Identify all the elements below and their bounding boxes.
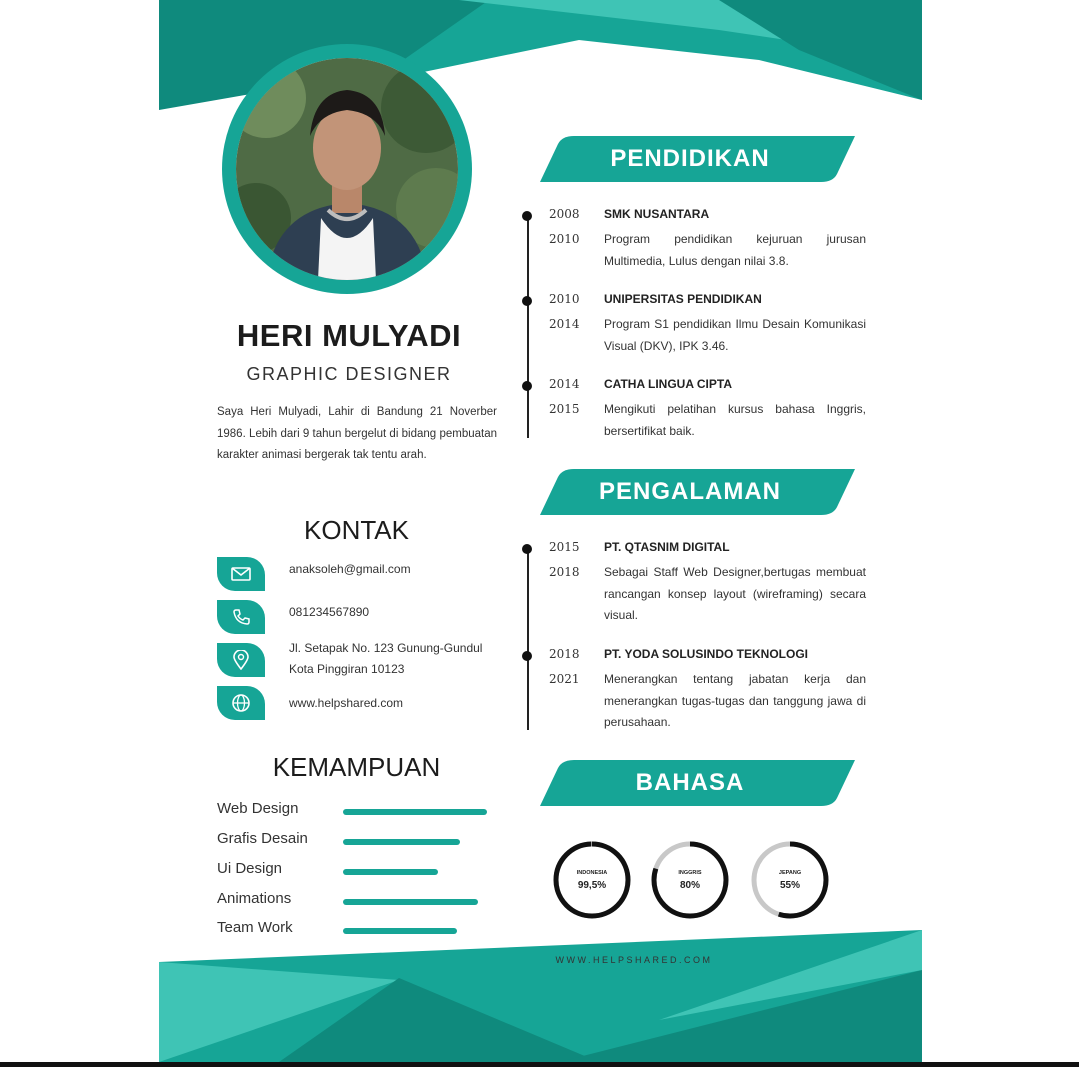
skills-heading: KEMAMPUAN — [272, 752, 441, 782]
start-year: 2014 — [549, 377, 580, 391]
skill-label: Grafis Desain — [217, 830, 308, 847]
entry-description: Mengikuti pelatihan kursus bahasa Inggris, bersertifikat baik. — [604, 402, 866, 438]
entry-description: Program pendidikan kejuruan jurusan Multimedia, Lulus dengan nilai 3.8. — [604, 232, 866, 268]
job-title: GRAPHIC DESIGNER — [246, 364, 452, 384]
language-inggris — [650, 840, 730, 920]
mail-icon — [217, 557, 265, 591]
resume-page — [159, 0, 922, 1062]
contact-website[interactable]: www.helpshared.com — [289, 696, 404, 710]
entry-description: Program S1 pendidikan Ilmu Desain Komunikasi Visual (DKV), IPK 3.46. — [604, 317, 866, 353]
languages-heading: BAHASA — [635, 769, 745, 796]
person-name: HERI MULYADI — [236, 318, 462, 353]
language-indonesia — [552, 840, 632, 920]
skill-row — [217, 800, 517, 824]
contact-heading: KONTAK — [304, 515, 409, 545]
language-name: INDONESIA — [576, 870, 608, 876]
contact-phone[interactable]: 081234567890 — [289, 605, 370, 619]
bottom-decoration — [159, 930, 922, 1062]
skill-label: Team Work — [217, 919, 293, 936]
entry-description: Menerangkan tentang jabatan kerja dan menerangkan tugas-tugas dan tanggung jawa di perusahaan. — [604, 672, 866, 729]
skill-bar — [343, 839, 493, 845]
language-percent: 80% — [679, 880, 700, 891]
timeline-dot — [522, 544, 532, 554]
experience-banner — [540, 469, 855, 515]
end-year: 2021 — [549, 672, 580, 686]
timeline-dot — [522, 651, 532, 661]
entry-title: PT. QTASNIM DIGITAL — [604, 540, 730, 554]
location-pin-icon — [217, 643, 265, 677]
contact-email[interactable]: anaksoleh@gmail.com — [289, 562, 411, 576]
contact-address: Jl. Setapak No. 123 Gunung-Gundul Kota Pinggiran 10123 — [289, 641, 483, 676]
start-year: 2015 — [549, 540, 580, 554]
start-year: 2018 — [549, 647, 580, 661]
start-year: 2008 — [549, 207, 580, 221]
skill-bar — [343, 809, 493, 815]
language-name: JEPANG — [778, 870, 802, 876]
language-name: INGGRIS — [678, 870, 702, 876]
entry-description: Sebagai Staff Web Designer,bertugas membuat rancangan konsep layout (wireframing) secara visual. — [604, 565, 866, 622]
skill-bar — [343, 928, 493, 934]
timeline-dot — [522, 296, 532, 306]
skill-label: Ui Design — [217, 860, 283, 877]
skill-row — [217, 919, 517, 943]
end-year: 2014 — [549, 317, 580, 331]
education-heading: PENDIDIKAN — [610, 145, 770, 172]
phone-icon — [217, 600, 265, 634]
language-percent: 55% — [779, 880, 800, 891]
globe-icon — [217, 686, 265, 720]
contact-address-row — [217, 643, 507, 679]
footer-website[interactable]: WWW.HELPSHARED.COM — [555, 955, 713, 965]
skill-bar — [343, 899, 493, 905]
skill-label: Animations — [217, 890, 292, 907]
contact-phone-row — [217, 600, 507, 636]
contact-email-row — [217, 557, 507, 593]
language-jepang — [750, 840, 830, 920]
profile-photo-frame — [222, 44, 472, 294]
skill-label: Web Design — [217, 800, 299, 817]
skill-bar — [343, 869, 493, 875]
timeline-dot — [522, 211, 532, 221]
bio-text: Saya Heri Mulyadi, Lahir di Bandung 21 Noverber 1986. Lebih dari 9 tahun bergelut di bidang pembuatan karakter animasi bergerak tak tentu arah. — [217, 406, 497, 461]
entry-title: UNIPERSITAS PENDIDIKAN — [604, 292, 762, 306]
language-percent: 99,5% — [577, 880, 607, 891]
education-timeline-line — [527, 212, 529, 438]
bottom-edge-bar — [0, 1062, 1079, 1067]
contact-website-row — [217, 686, 507, 722]
end-year: 2018 — [549, 565, 580, 579]
timeline-dot — [522, 381, 532, 391]
experience-heading: PENGALAMAN — [599, 478, 781, 505]
languages-banner — [540, 760, 855, 806]
entry-title: CATHA LINGUA CIPTA — [604, 377, 732, 391]
experience-timeline-line — [527, 545, 529, 730]
entry-title: PT. YODA SOLUSINDO TEKNOLOGI — [604, 647, 809, 661]
end-year: 2015 — [549, 402, 580, 416]
skill-row — [217, 830, 517, 854]
skill-row — [217, 890, 517, 914]
profile-photo — [236, 58, 458, 280]
skill-row — [217, 860, 517, 884]
start-year: 2010 — [549, 292, 580, 306]
end-year: 2010 — [549, 232, 580, 246]
education-banner — [540, 136, 855, 182]
entry-title: SMK NUSANTARA — [604, 207, 710, 221]
